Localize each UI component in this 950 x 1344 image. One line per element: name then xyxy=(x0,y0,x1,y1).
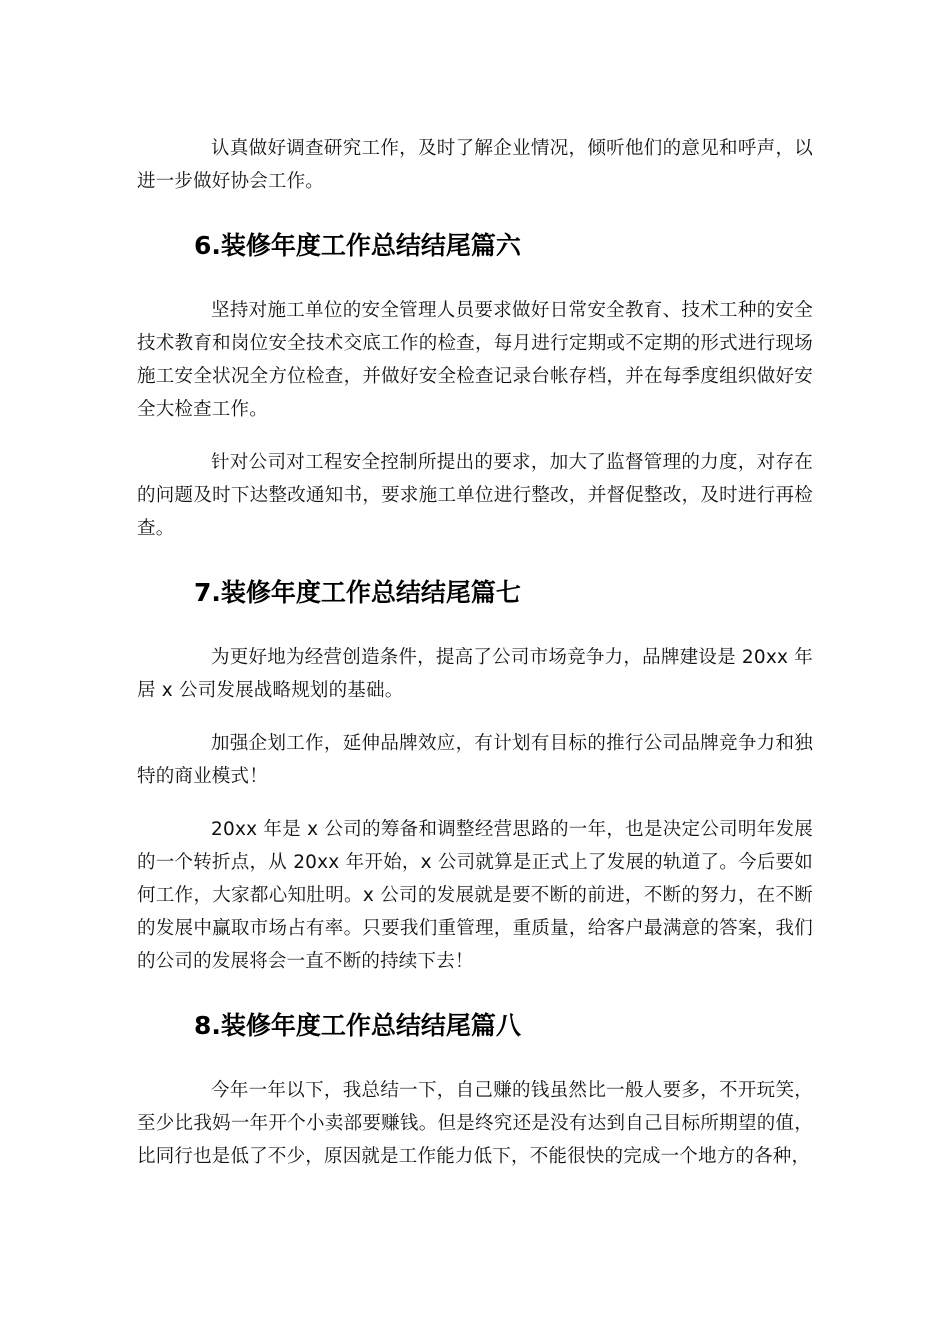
paragraph: 为更好地为经营创造条件，提高了公司市场竞争力，品牌建设是 20xx 年居 x 公司发展战略规划的基础。 xyxy=(137,647,813,701)
paragraph: 针对公司对工程安全控制所提出的要求，加大了监督管理的力度，对存在的问题及时下达整改通知书，要求施工单位进行整改，并督促整改，及时进行再检查。 xyxy=(137,452,813,539)
paragraph: 认真做好调查研究工作，及时了解企业情况，倾听他们的意见和呼声，以进一步做好协会工作。 xyxy=(137,138,813,192)
section-heading-7: 7.装修年度工作总结结尾篇七 xyxy=(194,578,521,607)
section-heading-6: 6.装修年度工作总结结尾篇六 xyxy=(194,231,521,260)
document-page xyxy=(137,132,813,1173)
paragraph: 20xx 年是 x 公司的筹备和调整经营思路的一年，也是决定公司明年发展的一个转折点，从 20xx 年开始，x 公司就算是正式上了发展的轨道了。今后要如何工作，大家都心知肚明。x 公司的发展就是要不断的前进，不断的努力，在不断的发展中赢取市场占有率。只要我们重管理，重质量，给客户最满意的答案，我们的公司的发展将会一直不断的持续下去！ xyxy=(137,819,813,972)
paragraph: 坚持对施工单位的安全管理人员要求做好日常安全教育、技术工种的安全技术教育和岗位安全技术交底工作的检查，每月进行定期或不定期的形式进行现场施工安全状况全方位检查，并做好安全检查记录台帐存档，并在每季度组织做好安全大检查工作。 xyxy=(137,300,813,420)
section-heading-8: 8.装修年度工作总结结尾篇八 xyxy=(194,1011,521,1040)
paragraph: 加强企划工作，延伸品牌效应，有计划有目标的推行公司品牌竞争力和独特的商业模式！ xyxy=(137,733,813,787)
paragraph: 今年一年以下，我总结一下，自己赚的钱虽然比一般人要多，不开玩笑，至少比我妈一年开个小卖部要赚钱。但是终究还是没有达到自己目标所期望的值，比同行也是低了不少，原因就是工作能力低下，不能很快的完成一个地方的各种， xyxy=(137,1080,813,1167)
